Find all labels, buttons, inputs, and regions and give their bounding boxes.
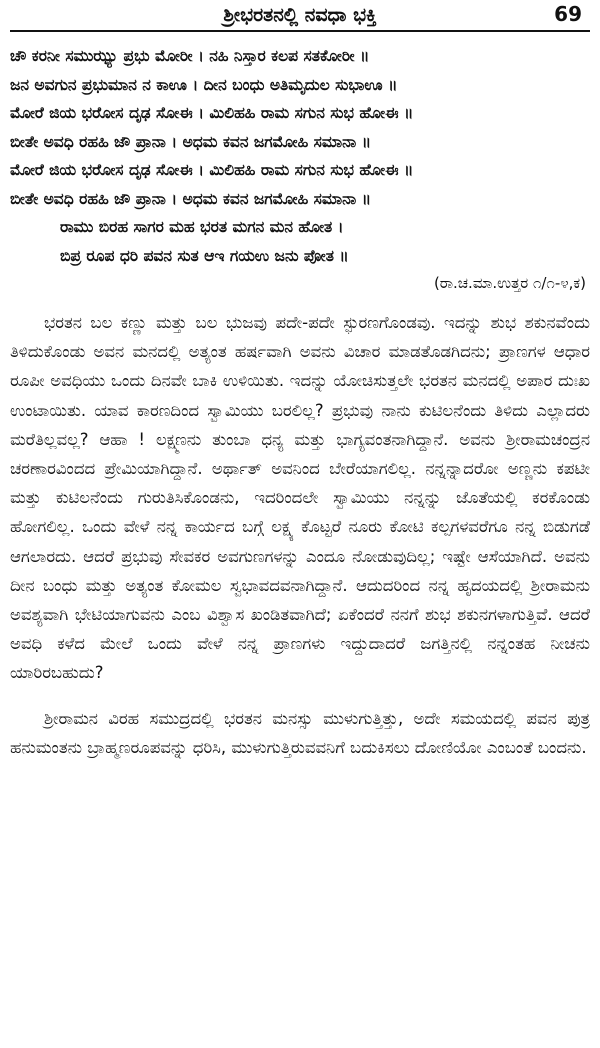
verse-line: ಮೋರೆ ಜಿಯ ಭರೋಸ ದೃಢ ಸೋಈ । ಮಿಲಿಹಹಿ ರಾಮ ಸಗುನ ಸುಭ ಹೋಈ ॥ [10,161,414,179]
verse-line: ಜನ ಅವಗುನ ಪ್ರಭುಮಾನ ನ ಕಾಊ । ದೀನ ಬಂಧು ಅತಿಮೃದುಲ ಸುಭಾಊ ॥ [10,75,398,94]
verse-line: ಬೀತೇ ಅವಧಿ ರಹಹಿ ಜೌ ಪ್ರಾನಾ । ಅಧಮ ಕವನ ಜಗಮೋಹಿ ಸಮಾನಾ ॥ [10,132,372,151]
doha-line: ಬಿಪ್ರ ರೂಪ ಧರಿ ಪವನ ಸುತ ಆಇ ಗಯಉ ಜನು ಪೋತ ॥ [60,246,349,265]
running-title: ಶ್ರೀಭರತನಲ್ಲಿ ನವಧಾ ಭಕ್ತಿ [223,4,377,26]
prose-paragraph: ಶ್ರೀರಾಮನ ವಿರಹ ಸಮುದ್ರದಲ್ಲಿ ಭರತನ ಮನಸ್ಸು ಮುಳುಗುತ್ತಿತ್ತು, ಅದೇ ಸಮಯದಲ್ಲಿ ಪವನ ಪುತ್ರ ಹನುಮಂತನು ಬ್ರಾಹ್ಮಣರೂಪವನ್ನು ಧರಿಸಿ, ಮುಳುಗುತ್ತಿರುವವನಿಗೆ ಬದುಕಿಸಲು ದೋಣಿಯೋ ಎಂಬಂತೆ ಬಂದನು. [10,708,590,757]
verse-line: ಚೌ ಕರನೀ ಸಮುಝ್ಯು ಪ್ರಭು ಮೋರೀ । ನಹಿ ನಿಸ್ತಾರ ಕಲಪ ಸತಕೋರೀ ॥ [10,47,370,65]
verse-line: ಬೀತೇ ಅವಧಿ ರಹಹಿ ಜೌ ಪ್ರಾನಾ । ಅಧಮ ಕವನ ಜಗಮೋಹಿ ಸಮಾನಾ ॥ [10,189,372,208]
page-header [10,0,590,32]
verse-citation: (ರಾ.ಚ.ಮಾ.ಉತ್ತರ ೧/೧-೪,ಕ) [433,274,586,292]
doha-line: ರಾಮು ಬಿರಹ ಸಾಗರ ಮಹ ಭರತ ಮಗನ ಮನ ಹೋತ । [60,218,344,236]
verse-block [10,42,590,296]
verse-line: ಮೋರೆ ಜಿಯ ಭರೋಸ ದೃಢ ಸೋಈ । ಮಿಲಿಹಹಿ ರಾಮ ಸಗುನ ಸುಭ ಹೋಈ ॥ [10,104,414,122]
prose-paragraph: ಭರತನ ಬಲ ಕಣ್ಣು ಮತ್ತು ಬಲ ಭುಜವು ಪದೇ-ಪದೇ ಸ್ಫುರಣಗೊಂಡವು. ಇದನ್ನು ಶುಭ ಶಕುನವೆಂದು ತಿಳಿದುಕೊಂಡು ಅವನ ಮನದಲ್ಲಿ ಅತ್ಯಂತ ಹರ್ಷವಾಗಿ ಅವನು ವಿಚಾರ ಮಾಡತೊಡಗಿದನು; ಪ್ರಾಣಗಳ ಆಧಾರ ರೂಪೀ ಅವಧಿಯು ಒಂದು ದಿನವೇ ಬಾಕಿ ಉಳಿಯಿತು. ಇದನ್ನು ಯೋಚಿಸುತ್ತಲೇ ಭರತನ ಮನದಲ್ಲಿ ಅಪಾರ ದುಃಖ ಉಂಟಾಯಿತು. ಯಾವ ಕಾರಣದಿಂದ ಸ್ವಾಮಿಯು ಬರಲಿಲ್ಲ? ಪ್ರಭುವು ನಾನು ಕುಟಿಲನೆಂದು ತಿಳಿದು ಎಲ್ಲಾದರು ಮರೆತಿಲ್ಲವಲ್ಲ? ಆಹಾ ! ಲಕ್ಷ್ಮಣನು ತುಂಬಾ ಧನ್ಯ ಮತ್ತು ಭಾಗ್ಯವಂತನಾಗಿದ್ದಾನೆ. ಅವನು ಶ್ರೀರಾಮಚಂದ್ರನ ಚರಣಾರವಿಂದದ ಪ್ರೇಮಿಯಾಗಿದ್ದಾನೆ. ಅರ್ಥಾತ್ ಅವನಿಂದ ಬೇರೆಯಾಗಲಿಲ್ಲ. ನನ್ನನ್ನಾದರೋ ಅಣ್ಣನು ಕಪಟೀ ಮತ್ತು ಕುಟಿಲನೆಂದು ಗುರುತಿಸಿಕೊಂಡನು, ಇದರಿಂದಲೇ ಸ್ವಾಮಿಯು ನನ್ನನ್ನು ಜೊತೆಯಲ್ಲಿ ಕರಕೊಂಡು ಹೋಗಲಿಲ್ಲ. ಒಂದು ವೇಳೆ ನನ್ನ ಕಾರ್ಯದ ಬಗ್ಗೆ ಲಕ್ಷ್ಯ ಕೊಟ್ಟರೆ ನೂರು ಕೋಟಿ ಕಲ್ಪಗಳವರೆಗೂ ನನ್ನ ಬಿಡುಗಡೆ ಆಗಲಾರದು. ಆದರೆ ಪ್ರಭುವು ಸೇವಕರ ಅವಗುಣಗಳನ್ನು ಎಂದೂ ನೋಡುವುದಿಲ್ಲ; ಇಷ್ಟೇ ಆಸೆಯಾಗಿದೆ. ಅವನು ದೀನ ಬಂಧು ಮತ್ತು ಅತ್ಯಂತ ಕೋಮಲ ಸ್ವಭಾವದವನಾಗಿದ್ದಾನೆ. ಆದುದರಿಂದ ನನ್ನ ಹೃದಯದಲ್ಲಿ ಶ್ರೀರಾಮನು ಅವಶ್ಯವಾಗಿ ಭೇಟಿಯಾಗುವನು ಎಂಬ ವಿಶ್ವಾಸ ಖಂಡಿತವಾಗಿದೆ; ಏಕೆಂದರೆ ನನಗೆ ಶುಭ ಶಕುನಗಳಾಗುತ್ತಿವೆ. ಆದರೆ ಅವಧಿ ಕಳೆದ ಮೇಲೆ ಒಂದು ವೇಳೆ ನನ್ನ ಪ್ರಾಣಗಳು ಇದ್ದುದಾದರೆ ಜಗತ್ತಿನಲ್ಲಿ ನನ್ನಂತಹ ನೀಚನು ಯಾರಿರಬಹುದು? [10,313,590,683]
page-number: 69 [554,2,582,26]
